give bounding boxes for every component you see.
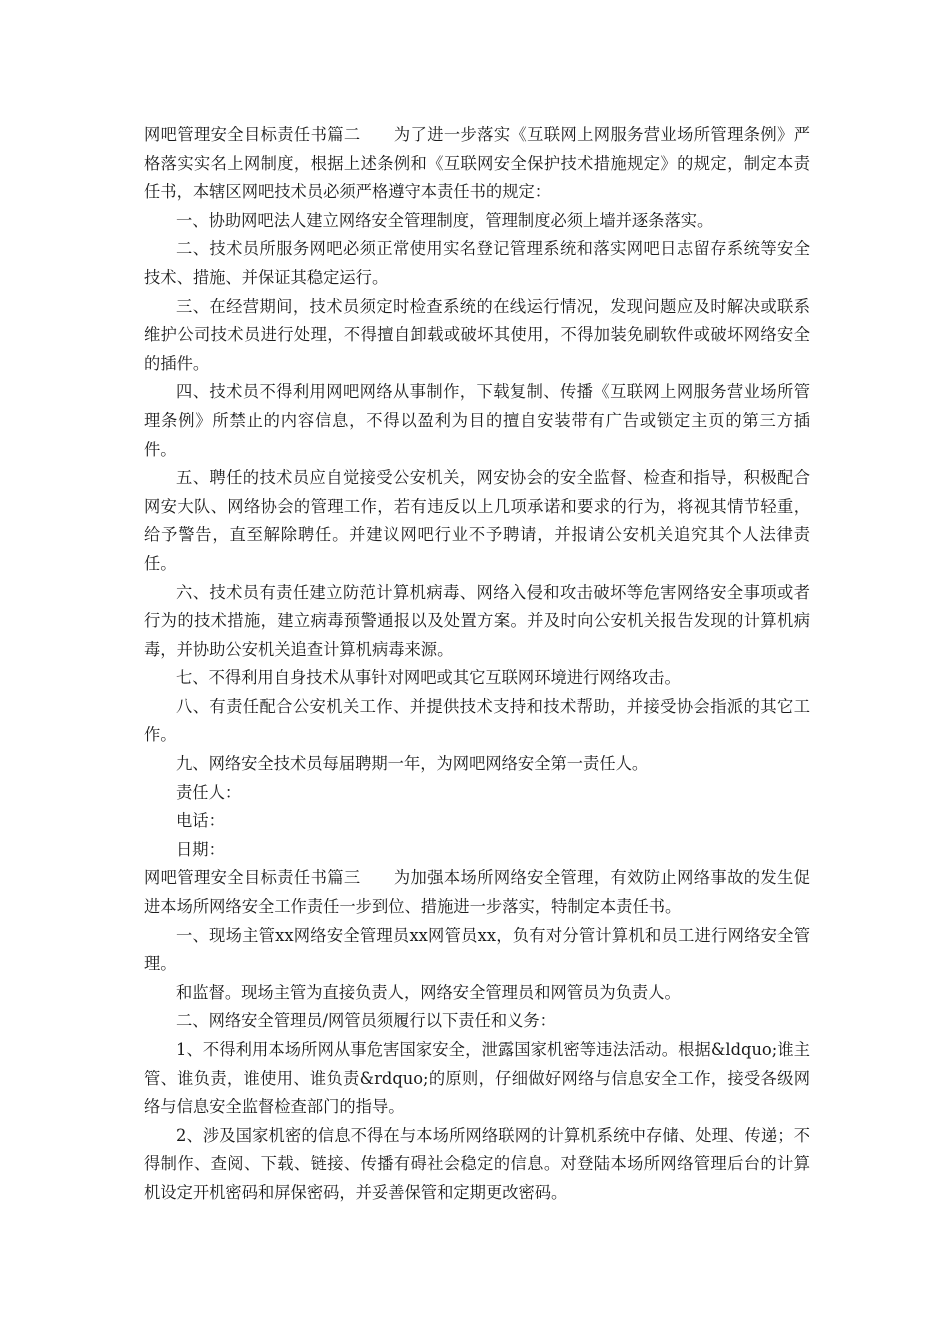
document-body xyxy=(144,121,810,1208)
paragraph: 四、技术员不得利用网吧网络从事制作，下载复制、传播《互联网上网服务营业场所管理条例》所禁止的内容信息，不得以盈利为目的擅自安装带有广告或锁定主页的第三方插件。 xyxy=(144,382,810,459)
paragraph-header-3: 网吧管理安全目标责任书篇三 为加强本场所网络安全管理，有效防止网络事故的发生促进本场所网络安全工作责任一步到位、措施进一步落实，特制定本责任书。 xyxy=(144,868,810,917)
paragraph: 五、聘任的技术员应自觉接受公安机关，网安协会的安全监督、检查和指导，积极配合网安大队、网络协会的管理工作，若有违反以上几项承诺和要求的行为，将视其情节轻重，给予警告，直至解除聘任。并建议网吧行业不予聘请，并报请公安机关追究其个人法律责任。 xyxy=(144,468,810,573)
paragraph: 二、网络安全管理员/网管员须履行以下责任和义务： xyxy=(176,1011,556,1031)
paragraph: 2、涉及国家机密的信息不得在与本场所网络联网的计算机系统中存储、处理、传递；不得制作、查阅、下载、链接、传播有碍社会稳定的信息。对登陆本场所网络管理后台的计算机设定开机密码和屏保密码，并妥善保管和定期更改密码。 xyxy=(144,1125,810,1202)
paragraph: 九、网络安全技术员每届聘期一年，为网吧网络安全第一责任人。 xyxy=(176,754,649,774)
paragraph: 一、现场主管xx网络安全管理员xx网管员xx，负有对分管计算机和员工进行网络安全管理。 xyxy=(144,925,810,974)
paragraph: 一、协助网吧法人建立网络安全管理制度，管理制度必须上墙并逐条落实。 xyxy=(176,210,714,230)
paragraph: 六、技术员有责任建立防范计算机病毒、网络入侵和攻击破坏等危害网络安全事项或者行为的技术措施，建立病毒预警通报以及处置方案。并及时向公安机关报告发现的计算机病毒，并协助公安机关追查计算机病毒来源。 xyxy=(144,582,810,659)
paragraph: 和监督。现场主管为直接负责人，网络安全管理员和网管员为负责人。 xyxy=(176,982,681,1002)
paragraph: 八、有责任配合公安机关工作、并提供技术支持和技术帮助，并接受协会指派的其它工作。 xyxy=(144,696,810,745)
date-label: 日期： xyxy=(176,839,225,859)
responsible-person-label: 责任人： xyxy=(176,782,242,802)
paragraph: 1、不得利用本场所网从事危害国家安全，泄露国家机密等违法活动。根据&ldquo;谁主管、谁负责，谁使用、谁负责&rdquo;的原则，仔细做好网络与信息安全工作，接受各级网络与信息安全监督检查部门的指导。 xyxy=(144,1040,810,1117)
phone-label: 电话： xyxy=(176,811,225,831)
paragraph: 二、技术员所服务网吧必须正常使用实名登记管理系统和落实网吧日志留存系统等安全技术、措施、并保证其稳定运行。 xyxy=(144,239,810,287)
paragraph: 七、不得利用自身技术从事针对网吧或其它互联网环境进行网络攻击。 xyxy=(176,668,681,688)
paragraph: 三、在经营期间，技术员须定时检查系统的在线运行情况，发现问题应及时解决或联系维护公司技术员进行处理，不得擅自卸载或破坏其使用，不得加装免刷软件或破坏网络安全的插件。 xyxy=(144,296,810,373)
paragraph-header-2: 网吧管理安全目标责任书篇二 为了进一步落实《互联网上网服务营业场所管理条例》严格落实实名上网制度，根据上述条例和《互联网安全保护技术措施规定》的规定，制定本责任书，本辖区网吧技术员必须严格遵守本责任书的规定： xyxy=(144,125,810,202)
